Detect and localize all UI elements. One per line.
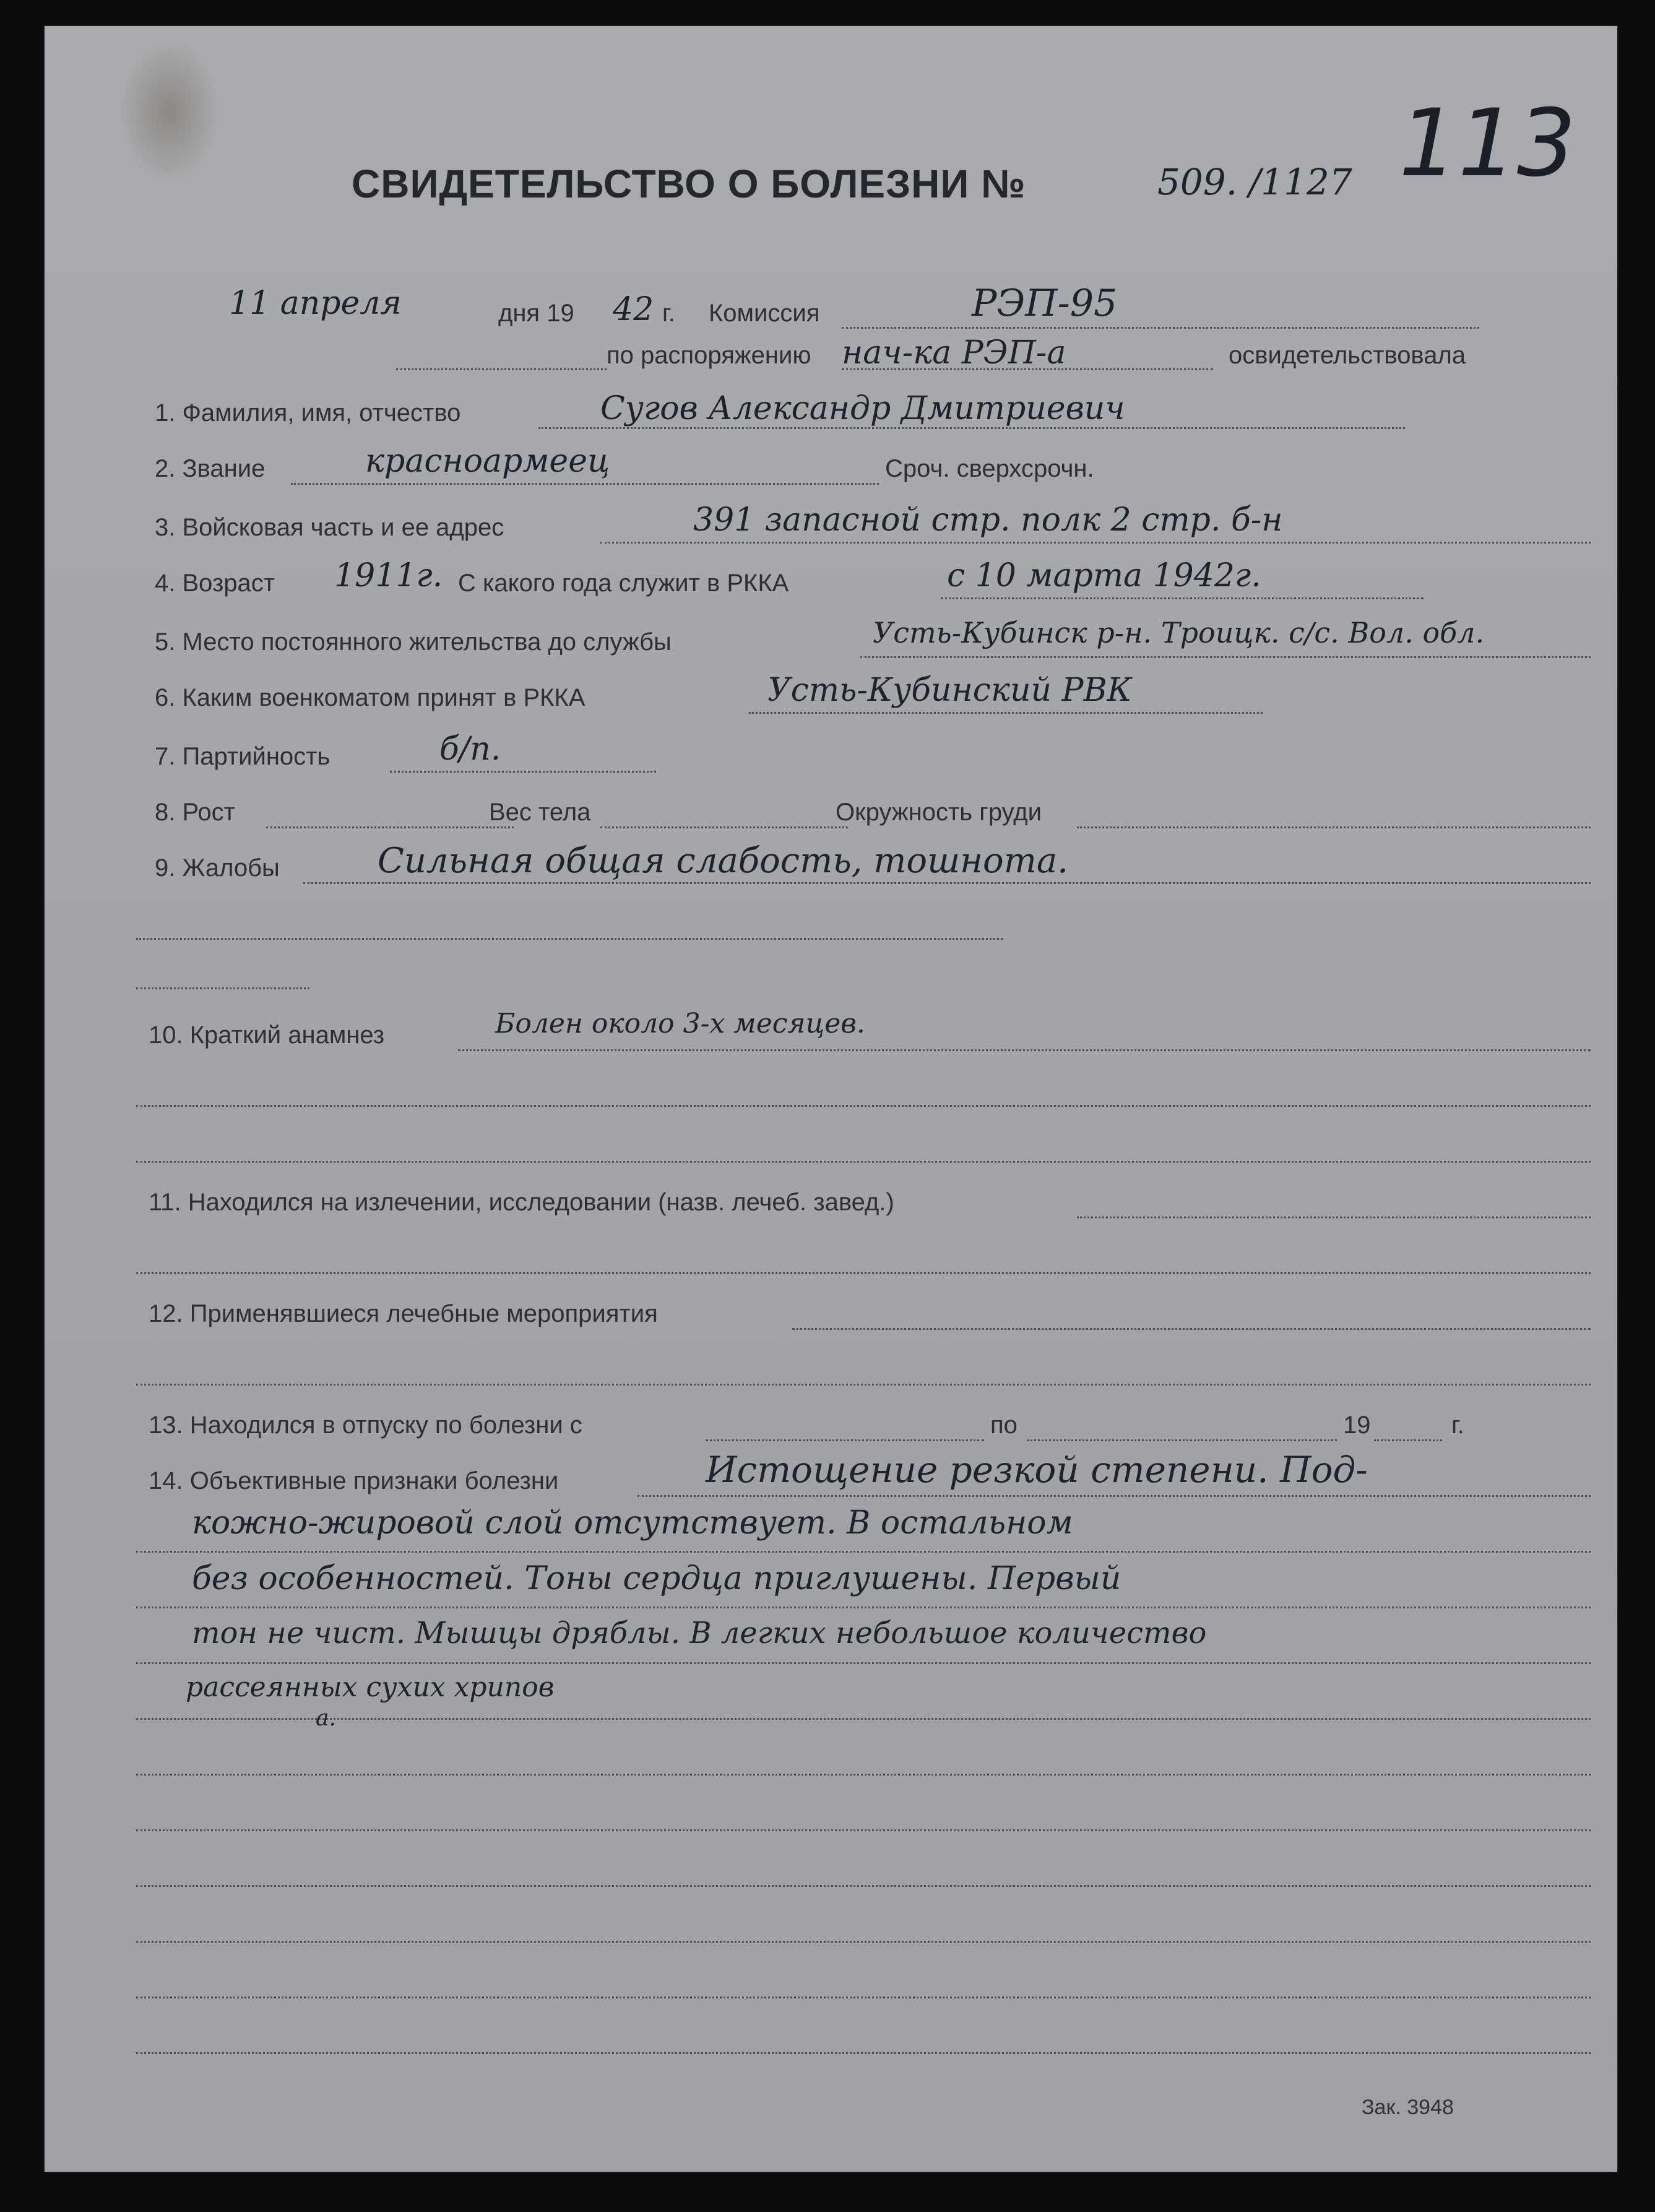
date-handwritten: 11 апреля	[229, 285, 402, 322]
obj-rule-3	[136, 1662, 1591, 1664]
item-1-rule	[538, 427, 1405, 429]
item-9-rule-2	[136, 938, 1003, 940]
item-10-rule-2	[136, 1105, 1591, 1107]
obj-rule-10	[136, 2052, 1591, 2054]
item-2-value: красноармеец	[365, 443, 610, 480]
objective-line-1: кожно-жировой слой отсутствует. В остальном	[192, 1504, 1073, 1542]
obj-rule-2	[136, 1607, 1591, 1608]
year-suffix: г.	[662, 300, 675, 327]
item-14-value: Истощение резкой степени. Под-	[706, 1449, 1368, 1491]
item-9-rule-3	[136, 987, 309, 989]
item-2-rule	[291, 483, 879, 485]
document-title: СВИДЕТЕЛЬСТВО О БОЛЕЗНИ №	[352, 162, 1026, 206]
item-6-rule	[749, 712, 1263, 714]
item-3-rule	[600, 542, 1591, 544]
certificate-number: 509. /1127	[1157, 161, 1352, 203]
item-5-value: Усть-Кубинск р-н. Троицк. с/с. Вол. обл.	[873, 616, 1485, 649]
obj-rule-4	[136, 1718, 1591, 1720]
obj-rule-7	[136, 1885, 1591, 1887]
item-10-label: 10. Краткий анамнез	[149, 1021, 385, 1049]
order-rule	[842, 368, 1213, 370]
item-13-label2: по	[990, 1412, 1018, 1439]
item-10-rule	[458, 1049, 1591, 1051]
objective-line-5: а.	[316, 1706, 336, 1731]
item-10-rule-3	[136, 1161, 1591, 1163]
item-2-extra: Сроч. сверхсрочн.	[885, 455, 1094, 482]
item-10-value: Болен около 3-х месяцев.	[495, 1008, 865, 1039]
print-order-footer: Зак. 3948	[1362, 2096, 1454, 2119]
item-11-rule-2	[136, 1272, 1591, 1274]
item-12-rule	[792, 1328, 1591, 1330]
item-4-value: 1911г.	[334, 557, 443, 594]
item-5-label: 5. Место постоянного жительства до службы	[155, 628, 672, 656]
item-11-label: 11. Находился на излечении, исследовании (назв. лечеб. завед.)	[149, 1189, 894, 1216]
certified-label: освидетельствовала	[1229, 342, 1466, 369]
item-8-rule-b	[600, 826, 848, 828]
item-12-label: 12. Применявшиеся лечебные мероприятия	[149, 1300, 658, 1327]
item-8-rule-a	[266, 826, 514, 828]
item-1-value: Сугов Александр Дмитриевич	[600, 390, 1125, 427]
item-8-label: 8. Рост	[155, 799, 235, 826]
commission-label: Комиссия	[709, 300, 820, 327]
item-3-value: 391 запасной стр. полк 2 стр. б-н	[693, 501, 1283, 539]
item-9-rule	[303, 882, 1591, 884]
line-prefix-rule	[396, 368, 607, 370]
item-1-label: 1. Фамилия, имя, отчество	[155, 399, 461, 427]
item-8-rule-c	[1077, 826, 1591, 828]
item-7-value: б/п.	[439, 731, 501, 768]
item-8-label2: Вес тела	[489, 799, 591, 826]
objective-line-3: тон не чист. Мышцы дряблы. В легких небольшое количество	[192, 1616, 1207, 1650]
item-9-value: Сильная общая слабость, тошнота.	[378, 841, 1069, 881]
item-13-rule-c	[1374, 1439, 1442, 1441]
item-13-rule-b	[1027, 1439, 1337, 1441]
commission-rule	[842, 327, 1479, 329]
item-13-label3: 19	[1343, 1412, 1371, 1439]
item-4-label2: С какого года служит в РККА	[458, 570, 789, 597]
item-13-label: 13. Находился в отпуску по болезни с	[149, 1412, 582, 1439]
item-11-rule	[1077, 1217, 1591, 1218]
objective-line-4: рассеянных сухих хрипов	[186, 1672, 555, 1703]
item-13-rule-a	[706, 1439, 984, 1441]
obj-rule-6	[136, 1829, 1591, 1831]
item-2-label: 2. Звание	[155, 455, 266, 482]
commission-value: РЭП-95	[972, 282, 1118, 325]
obj-rule-5	[136, 1774, 1591, 1776]
item-6-value: Усть-Кубинский РВК	[767, 672, 1132, 709]
item-5-rule	[860, 656, 1591, 658]
item-14-label: 14. Объективные признаки болезни	[149, 1467, 559, 1494]
order-value: нач-ка РЭП-а	[842, 334, 1066, 371]
order-label: по распоряжению	[607, 342, 811, 369]
item-12-rule-2	[136, 1384, 1591, 1386]
item-7-label: 7. Партийность	[155, 743, 331, 770]
sheet-number: 113	[1399, 90, 1576, 197]
item-9-label: 9. Жалобы	[155, 854, 280, 882]
certificate-sheet	[43, 25, 1618, 2173]
year-handwritten: 42	[613, 291, 654, 328]
item-13-label4: г.	[1451, 1412, 1464, 1439]
item-4-rule	[941, 597, 1424, 599]
day-label: дня 19	[498, 300, 574, 327]
objective-line-2: без особенностей. Тоны сердца приглушены. Первый	[192, 1560, 1121, 1597]
item-14-rule	[637, 1495, 1591, 1497]
item-7-rule	[390, 771, 656, 773]
item-4-value2: с 10 марта 1942г.	[947, 557, 1261, 594]
item-6-label: 6. Каким военкоматом принят в РККА	[155, 684, 586, 711]
item-3-label: 3. Войсковая часть и ее адрес	[155, 514, 504, 541]
obj-rule-8	[136, 1941, 1591, 1943]
item-4-label: 4. Возраст	[155, 570, 275, 597]
obj-rule-9	[136, 1997, 1591, 1998]
item-8-label3: Окружность груди	[836, 799, 1042, 826]
obj-rule-1	[136, 1551, 1591, 1553]
